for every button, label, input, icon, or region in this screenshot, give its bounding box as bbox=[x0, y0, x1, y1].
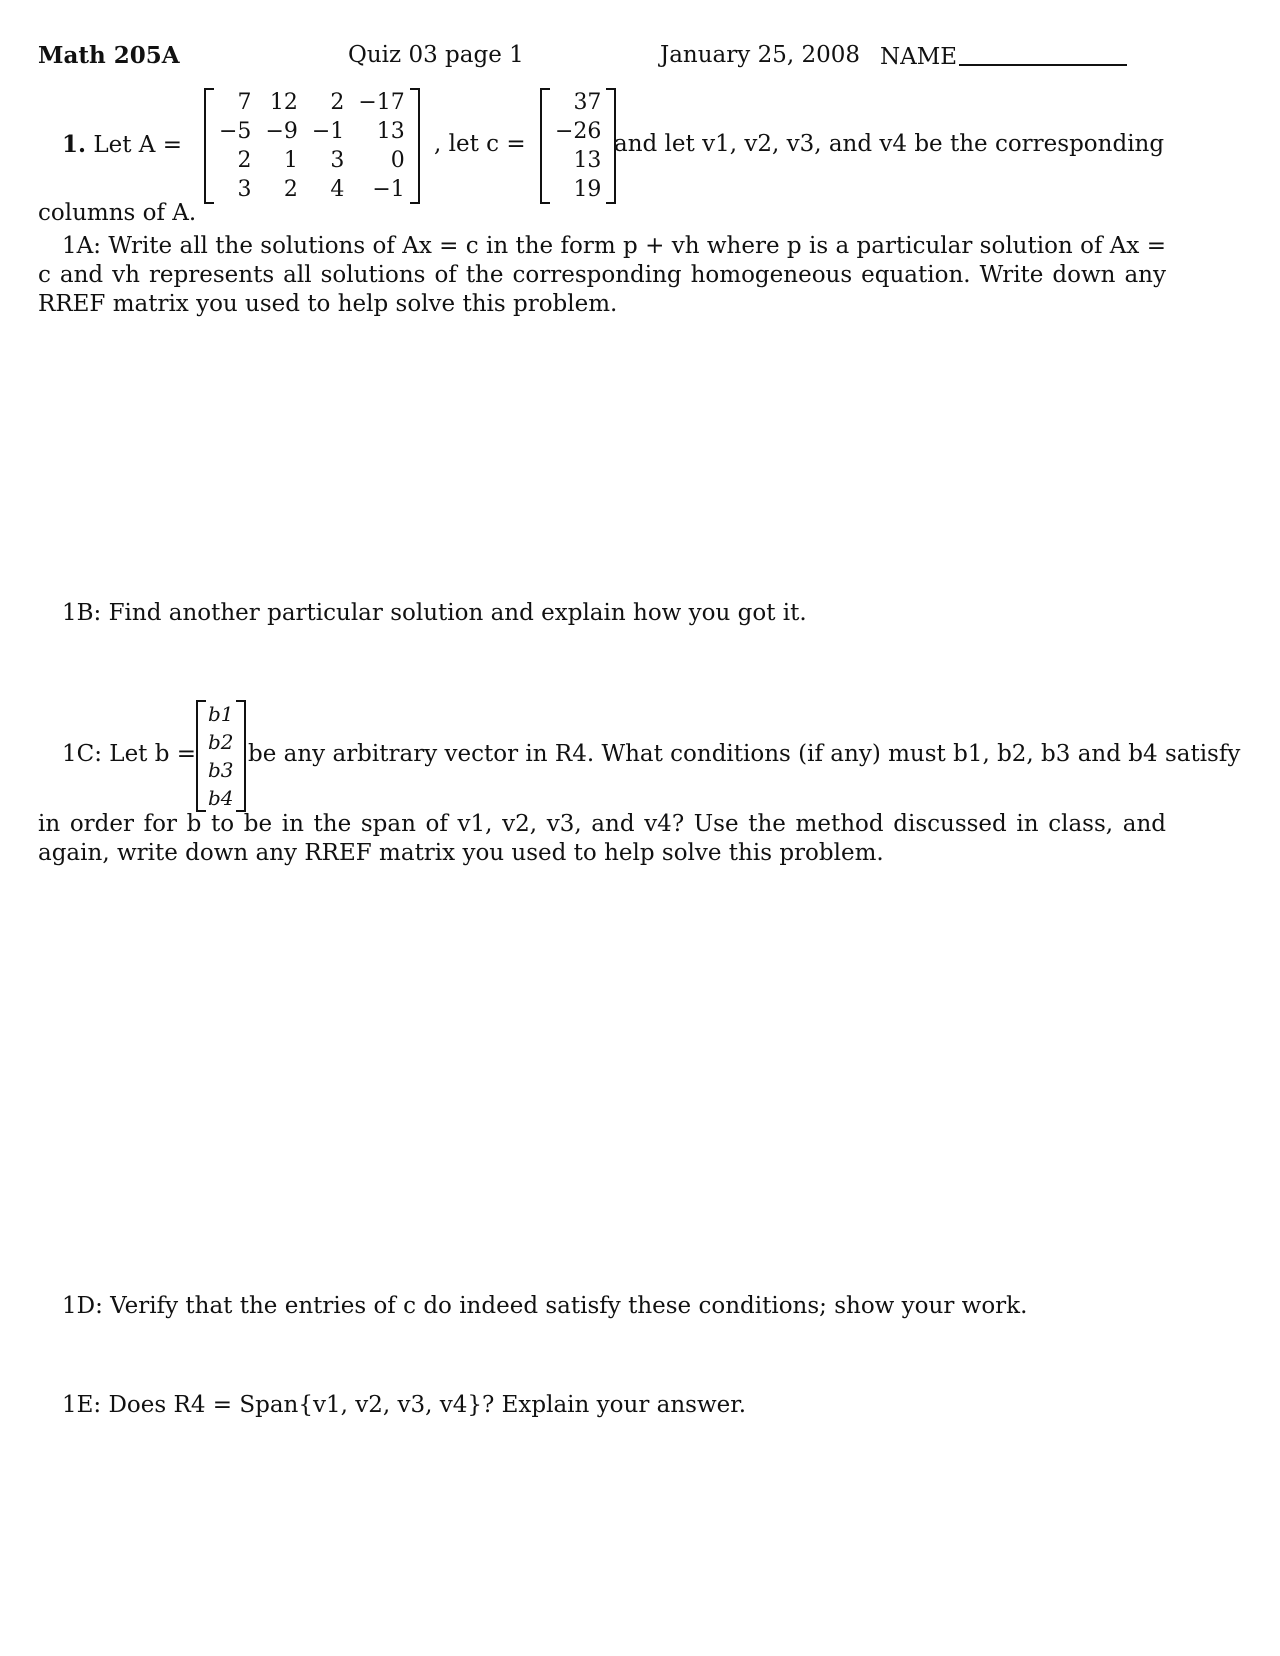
matrix-a-cell: 4 bbox=[330, 177, 345, 202]
columns-of-text: columns of A. bbox=[38, 200, 197, 226]
and-let-text: and let v1, v2, v3, and v4 be the corresponding bbox=[614, 131, 1165, 157]
matrix-a-cell: 7 bbox=[237, 90, 252, 115]
part-1c-after: be any arbitrary vector in R4. What conditions (if any) must b1, b2, b3 and b4 satisfy bbox=[248, 741, 1241, 767]
vector-c-row bbox=[548, 146, 608, 175]
name-label: NAME bbox=[880, 44, 958, 70]
part-1a: 1A: Write all the solutions of Ax = c in the form p + vh where p is a particular solution of Ax = c and vh represents all solutions of the corresponding homogeneous equation. Write down any RREF matrix you used to help solve this problem. bbox=[38, 233, 1166, 317]
matrix-a-cell: 2 bbox=[283, 177, 298, 202]
vector-c-cell: 19 bbox=[573, 177, 602, 202]
part-1b: 1B: Find another particular solution and explain how you got it. bbox=[62, 600, 807, 626]
matrix-a-cell: −1 bbox=[311, 119, 345, 144]
quiz-title: Quiz 03 page 1 bbox=[348, 42, 524, 68]
vector-b-row bbox=[204, 756, 238, 784]
matrix-a bbox=[212, 88, 412, 204]
matrix-a-table bbox=[212, 88, 412, 204]
matrix-a-right-bracket bbox=[410, 88, 420, 204]
matrix-a-row bbox=[212, 117, 412, 146]
matrix-a-cell: 2 bbox=[237, 148, 252, 173]
vector-c-row bbox=[548, 88, 608, 117]
vector-c-cell: 37 bbox=[573, 90, 602, 115]
matrix-a-cell: −1 bbox=[372, 177, 405, 202]
vector-b-left-bracket bbox=[196, 700, 206, 812]
matrix-a-cell: 3 bbox=[330, 148, 345, 173]
problem-1-intro bbox=[62, 131, 182, 158]
course-title: Math 205A bbox=[38, 42, 180, 69]
vector-c-row bbox=[548, 117, 608, 146]
matrix-a-cell: −9 bbox=[265, 119, 298, 144]
matrix-a-row bbox=[212, 88, 412, 117]
part-1e: 1E: Does R4 = Span{v1, v2, v3, v4}? Explain your answer. bbox=[62, 1392, 747, 1418]
vector-c-cell: −26 bbox=[555, 119, 602, 144]
part-1d: 1D: Verify that the entries of c do indeed satisfy these conditions; show your work. bbox=[62, 1293, 1028, 1319]
name-blank-line bbox=[959, 42, 1127, 66]
matrix-a-cell: −17 bbox=[358, 90, 405, 115]
matrix-a-row bbox=[212, 146, 412, 175]
vector-b-cell: b2 bbox=[208, 730, 234, 754]
let-a-label: Let A = bbox=[93, 132, 182, 158]
vector-c-table bbox=[548, 88, 608, 204]
matrix-a-left-bracket bbox=[204, 88, 214, 204]
vector-b-row bbox=[204, 784, 238, 812]
matrix-a-cell: −5 bbox=[219, 119, 252, 144]
part-1c-continuation: in order for b to be in the span of v1, v2, v3, and v4? Use the method discussed in class, and again, write down any RREF matrix you used to help solve this problem. bbox=[38, 811, 1166, 866]
matrix-a-cell: 3 bbox=[237, 177, 252, 202]
vector-b-table bbox=[204, 700, 238, 812]
vector-b bbox=[204, 700, 238, 812]
vector-b-cell: b4 bbox=[208, 786, 234, 810]
part-1c-label: 1C: Let b = bbox=[62, 741, 197, 767]
matrix-a-cell: 0 bbox=[390, 148, 405, 173]
let-c-label: , let c = bbox=[434, 131, 526, 157]
vector-b-row bbox=[204, 728, 238, 756]
matrix-a-cell: 1 bbox=[283, 148, 298, 173]
matrix-a-cell: 2 bbox=[330, 90, 345, 115]
vector-b-right-bracket bbox=[236, 700, 246, 812]
quiz-date: January 25, 2008 bbox=[660, 42, 860, 68]
vector-c-cell: 13 bbox=[573, 148, 602, 173]
matrix-a-row bbox=[212, 175, 412, 204]
vector-b-row bbox=[204, 700, 238, 728]
vector-b-cell: b1 bbox=[208, 702, 234, 726]
vector-b-cell: b3 bbox=[208, 758, 234, 782]
matrix-a-cell: 13 bbox=[376, 119, 405, 144]
vector-c-row bbox=[548, 175, 608, 204]
problem-number: 1. bbox=[62, 131, 87, 158]
matrix-a-cell: 12 bbox=[269, 90, 298, 115]
name-field bbox=[880, 42, 1127, 70]
vector-c-left-bracket bbox=[540, 88, 550, 204]
vector-c bbox=[548, 88, 608, 204]
